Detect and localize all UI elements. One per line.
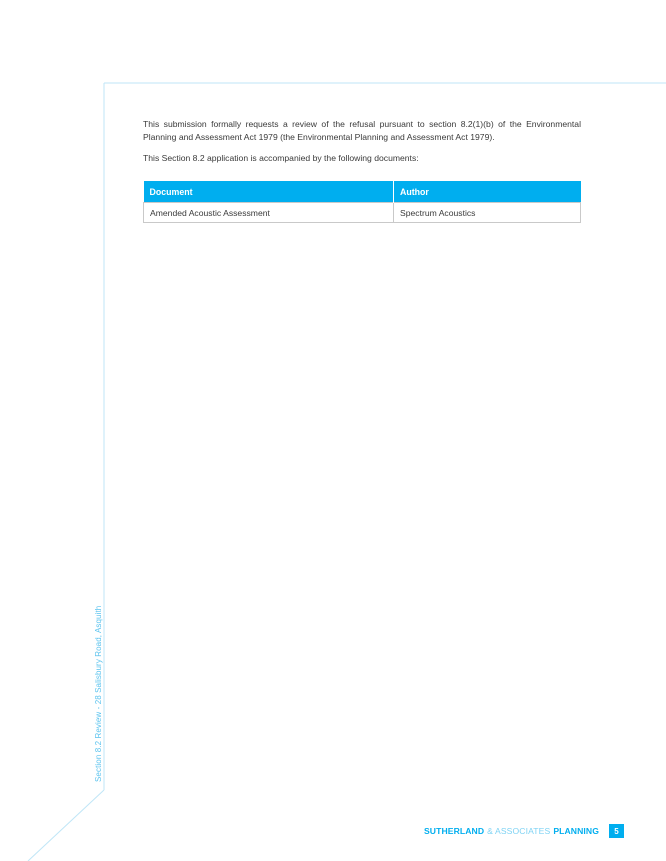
- header-document: Document: [144, 181, 394, 203]
- main-content: [143, 118, 581, 223]
- table-header-row: [144, 181, 581, 203]
- table-row: [144, 203, 581, 223]
- footer-brand-associates: & ASSOCIATES: [487, 826, 551, 836]
- page-number-badge: 5: [609, 824, 624, 838]
- documents-table: [143, 181, 581, 223]
- footer-brand-sutherland: SUTHERLAND: [423, 826, 485, 836]
- cell-document: Amended Acoustic Assessment: [144, 203, 394, 223]
- cell-author: Spectrum Acoustics: [394, 203, 581, 223]
- intro-paragraph: This submission formally requests a review of the refusal pursuant to section 8.2(1)(b) of the Environmental Planning and Assessment Act 1979 (the Environmental Planning and Assessment Act 1979).: [143, 119, 581, 142]
- side-running-label: Section 8.2 Review - 28 Salisbury Road, Asquith: [94, 605, 103, 782]
- header-author: Author: [394, 181, 581, 203]
- page-footer: [424, 824, 624, 838]
- documents-intro-paragraph: This Section 8.2 application is accompanied by the following documents:: [143, 153, 419, 163]
- footer-brand-planning: PLANNING: [553, 826, 599, 836]
